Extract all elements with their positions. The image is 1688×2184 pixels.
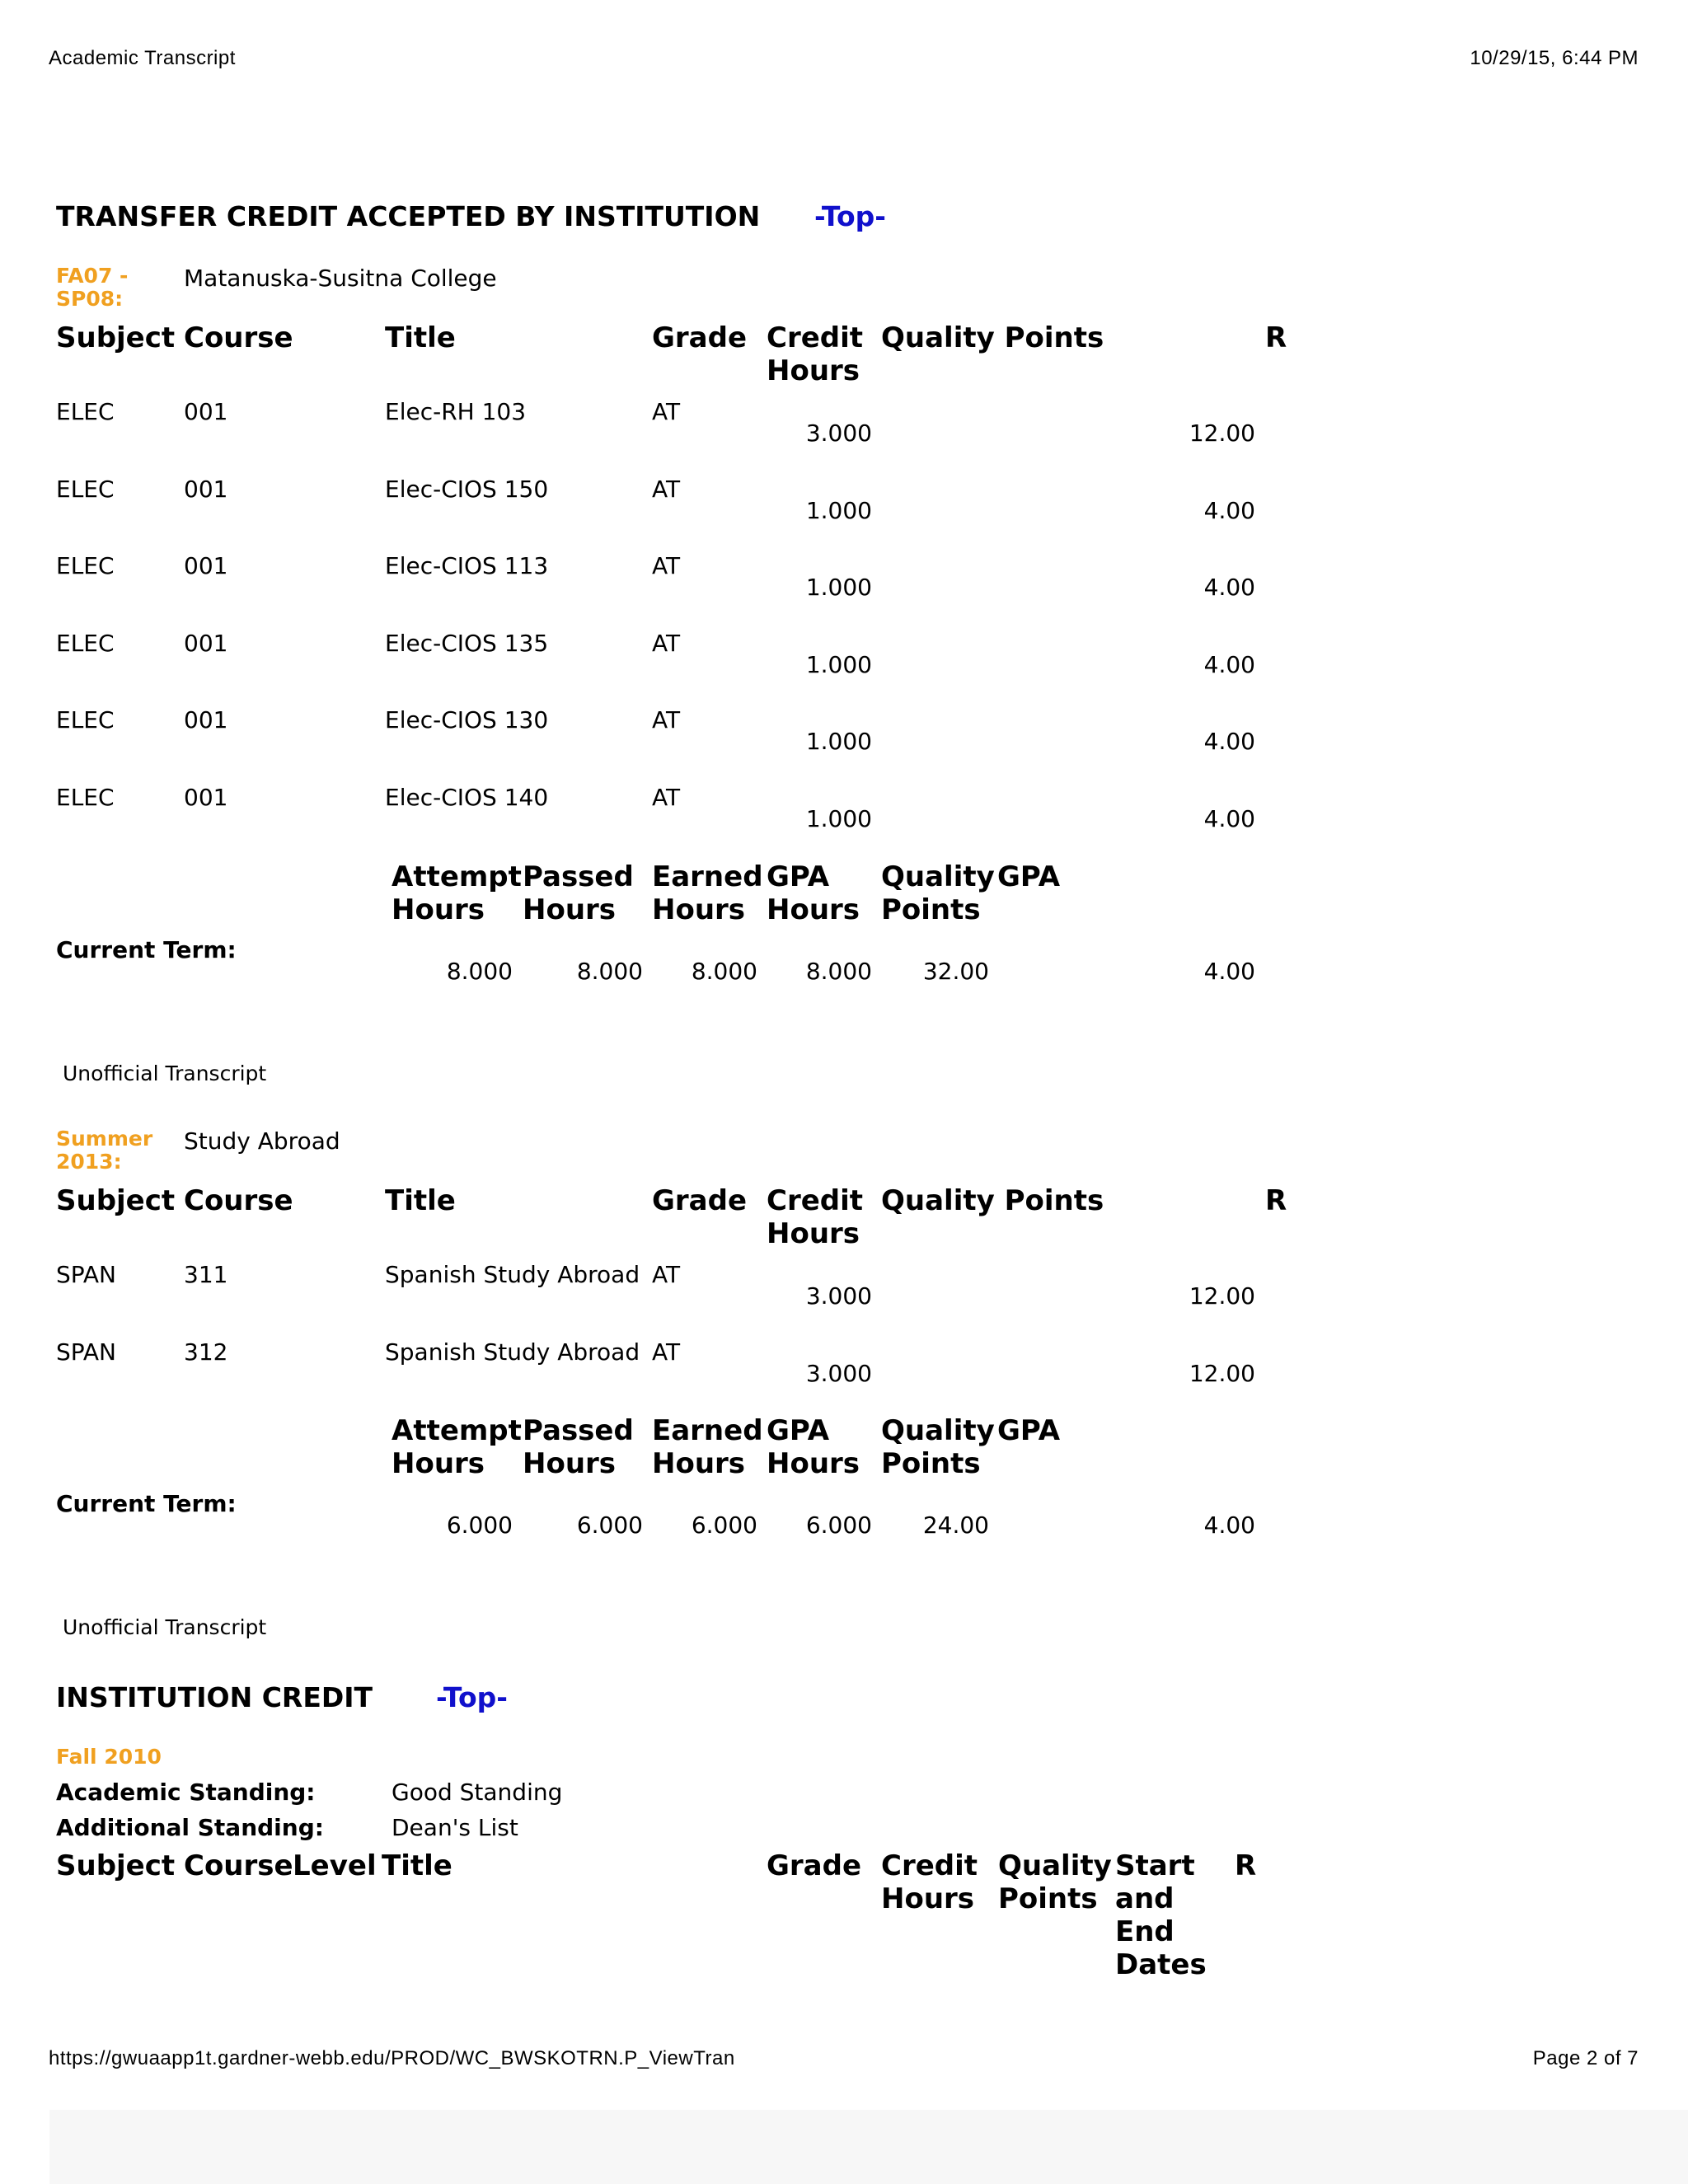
totals-header-gpa-hours: GPA Hours <box>767 1414 860 1480</box>
cell-credit-hours: 1.000 <box>805 728 872 755</box>
col-header-level: Level <box>293 1849 377 1882</box>
col-header-subject: Subject <box>56 1849 176 1882</box>
academic-standing-label: Academic Standing: <box>56 1779 316 1806</box>
additional-standing-value: Dean's List <box>392 1814 518 1841</box>
total-quality-points: 24.00 <box>922 1511 989 1539</box>
cell-grade: AT <box>652 1338 681 1366</box>
cell-title: Elec-RH 103 <box>385 398 527 425</box>
cell-subject: ELEC <box>56 552 115 579</box>
total-gpa-hours: 6.000 <box>805 1511 872 1539</box>
top-link[interactable]: -Top- <box>814 200 886 232</box>
cell-quality-points: 12.00 <box>1189 1360 1255 1387</box>
cell-subject: ELEC <box>56 784 115 811</box>
cell-subject: SPAN <box>56 1261 116 1288</box>
cell-subject: ELEC <box>56 398 115 425</box>
totals-header-attempt-hours: Attempt Hours <box>392 1414 522 1480</box>
totals-header-quality-points: Quality Points <box>881 1414 995 1480</box>
col-header-course: Course <box>184 321 293 354</box>
total-attempt-hours: 8.000 <box>446 958 513 985</box>
col-header-quality-points: Quality Points <box>881 1184 1104 1217</box>
cell-title: Elec-CIOS 113 <box>385 552 549 579</box>
col-header-r: R <box>1265 321 1287 354</box>
total-passed-hours: 8.000 <box>576 958 643 985</box>
cell-title: Elec-CIOS 150 <box>385 476 549 503</box>
col-header-credit-hours: Credit Hours <box>881 1849 978 1915</box>
cell-course: 001 <box>184 784 228 811</box>
col-header-r: R <box>1235 1849 1257 1882</box>
total-earned-hours: 8.000 <box>691 958 757 985</box>
col-header-grade: Grade <box>767 1849 862 1882</box>
cell-credit-hours: 1.000 <box>805 651 872 678</box>
col-header-course: Course <box>184 1849 293 1882</box>
totals-header-earned-hours: Earned Hours <box>652 860 763 926</box>
print-page-title: Academic Transcript <box>49 47 236 69</box>
cell-credit-hours: 1.000 <box>805 805 872 832</box>
cell-title: Elec-CIOS 135 <box>385 630 549 657</box>
print-url: https://gwuaapp1t.gardner-webb.edu/PROD/WC_BWSKOTRN.P_ViewTran <box>49 2047 735 2069</box>
academic-standing-value: Good Standing <box>392 1779 563 1806</box>
col-header-quality-points: Quality Points <box>998 1849 1112 1915</box>
totals-header-passed-hours: Passed Hours <box>523 1414 634 1480</box>
page-edge-shadow <box>49 2110 1688 2184</box>
cell-grade: AT <box>652 476 681 503</box>
unofficial-transcript-note: Unofficial Transcript <box>63 1615 267 1639</box>
cell-quality-points: 4.00 <box>1203 574 1255 601</box>
cell-quality-points: 4.00 <box>1203 497 1255 524</box>
cell-grade: AT <box>652 1261 681 1288</box>
section-title-transfer: TRANSFER CREDIT ACCEPTED BY INSTITUTION <box>56 200 761 232</box>
total-gpa: 4.00 <box>1203 958 1255 985</box>
cell-title: Spanish Study Abroad <box>385 1338 640 1366</box>
col-header-title: Title <box>382 1849 452 1882</box>
cell-grade: AT <box>652 398 681 425</box>
cell-credit-hours: 3.000 <box>805 1282 872 1310</box>
cell-course: 312 <box>184 1338 228 1366</box>
cell-course: 311 <box>184 1261 228 1288</box>
term-label: Summer 2013: <box>56 1127 153 1174</box>
additional-standing-label: Additional Standing: <box>56 1814 324 1841</box>
institution-name: Matanuska-Susitna College <box>184 265 497 292</box>
cell-grade: AT <box>652 706 681 733</box>
col-header-title: Title <box>385 1184 456 1217</box>
cell-credit-hours: 1.000 <box>805 497 872 524</box>
term-label: Fall 2010 <box>56 1745 162 1769</box>
col-header-grade: Grade <box>652 321 748 354</box>
cell-course: 001 <box>184 706 228 733</box>
current-term-label: Current Term: <box>56 936 237 963</box>
cell-quality-points: 4.00 <box>1203 805 1255 832</box>
col-header-subject: Subject <box>56 1184 176 1217</box>
institution-name: Study Abroad <box>184 1127 340 1155</box>
col-header-grade: Grade <box>652 1184 748 1217</box>
totals-header-passed-hours: Passed Hours <box>523 860 634 926</box>
current-term-label: Current Term: <box>56 1490 237 1517</box>
term-label: FA07 - SP08: <box>56 264 129 311</box>
total-attempt-hours: 6.000 <box>446 1511 513 1539</box>
cell-subject: ELEC <box>56 630 115 657</box>
cell-grade: AT <box>652 784 681 811</box>
total-earned-hours: 6.000 <box>691 1511 757 1539</box>
cell-quality-points: 4.00 <box>1203 651 1255 678</box>
totals-header-attempt-hours: Attempt Hours <box>392 860 522 926</box>
total-gpa: 4.00 <box>1203 1511 1255 1539</box>
cell-course: 001 <box>184 398 228 425</box>
section-title-institution: INSTITUTION CREDIT <box>56 1681 373 1713</box>
cell-title: Elec-CIOS 130 <box>385 706 549 733</box>
col-header-quality-points: Quality Points <box>881 321 1104 354</box>
col-header-credit-hours: Credit Hours <box>767 1184 864 1250</box>
col-header-subject: Subject <box>56 321 176 354</box>
col-header-credit-hours: Credit Hours <box>767 321 864 387</box>
total-gpa-hours: 8.000 <box>805 958 872 985</box>
col-header-course: Course <box>184 1184 293 1217</box>
cell-course: 001 <box>184 476 228 503</box>
col-header-title: Title <box>385 321 456 354</box>
totals-header-gpa-hours: GPA Hours <box>767 860 860 926</box>
cell-title: Spanish Study Abroad <box>385 1261 640 1288</box>
totals-header-gpa: GPA <box>997 860 1061 893</box>
cell-grade: AT <box>652 630 681 657</box>
totals-header-earned-hours: Earned Hours <box>652 1414 763 1480</box>
total-passed-hours: 6.000 <box>576 1511 643 1539</box>
unofficial-transcript-note: Unofficial Transcript <box>63 1062 267 1085</box>
cell-quality-points: 4.00 <box>1203 728 1255 755</box>
cell-grade: AT <box>652 552 681 579</box>
totals-header-quality-points: Quality Points <box>881 860 995 926</box>
cell-title: Elec-CIOS 140 <box>385 784 549 811</box>
cell-quality-points: 12.00 <box>1189 1282 1255 1310</box>
top-link[interactable]: -Top- <box>436 1681 508 1713</box>
col-header-r: R <box>1265 1184 1287 1217</box>
cell-subject: ELEC <box>56 706 115 733</box>
totals-header-gpa: GPA <box>997 1414 1061 1447</box>
cell-credit-hours: 3.000 <box>805 419 872 447</box>
cell-subject: ELEC <box>56 476 115 503</box>
col-header-start-end-dates: Start and End Dates <box>1115 1849 1207 1981</box>
print-page-number: Page 2 of 7 <box>1532 2047 1639 2069</box>
total-quality-points: 32.00 <box>922 958 989 985</box>
cell-subject: SPAN <box>56 1338 116 1366</box>
cell-credit-hours: 3.000 <box>805 1360 872 1387</box>
print-datetime: 10/29/15, 6:44 PM <box>1470 47 1639 69</box>
cell-credit-hours: 1.000 <box>805 574 872 601</box>
cell-course: 001 <box>184 552 228 579</box>
cell-quality-points: 12.00 <box>1189 419 1255 447</box>
cell-course: 001 <box>184 630 228 657</box>
